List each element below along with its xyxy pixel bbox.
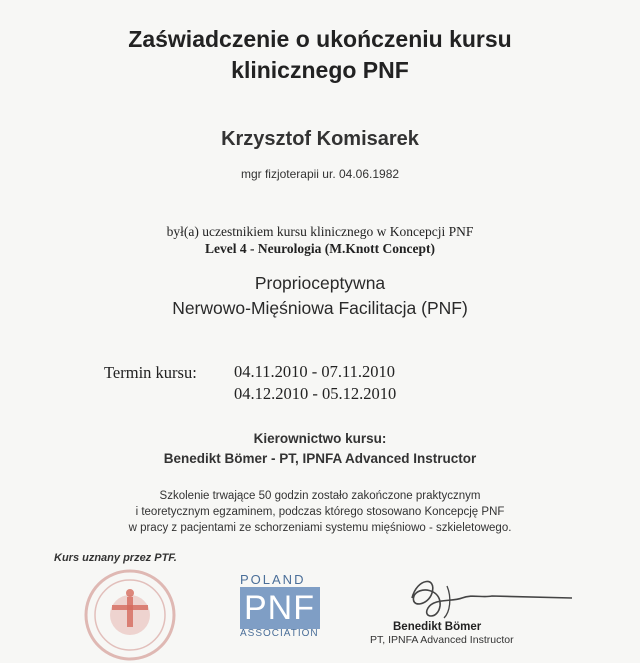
handwritten-signature-icon [392, 568, 582, 628]
ptf-stamp-icon [82, 567, 178, 663]
course-leader: Benedikt Bömer - PT, IPNFA Advanced Instructor [163, 451, 477, 466]
participation-text: był(a) uczestnikiem kursu klinicznego w Koncepcji PNF [166, 224, 474, 239]
logo-top-text: POLAND [240, 572, 306, 587]
body-line-2: i teoretycznym egzaminem, podczas którego stosowano Koncepcję PNF [135, 506, 505, 518]
logo-bottom-text: ASSOCIATION [240, 628, 319, 639]
certificate-title-line2: klinicznego PNF [231, 57, 409, 83]
pnf-line2: Nerwowo-Mięśniowa Facilitacja (PNF) [172, 298, 468, 318]
signature-role: PT, IPNFA Advanced Instructor [370, 634, 514, 646]
ptf-recognition-note: Kurs uznany przez PTF. [54, 552, 177, 564]
leadership-title: Kierownictwo kursu: [253, 431, 387, 446]
term-date-2: 04.12.2010 - 05.12.2010 [234, 384, 397, 403]
term-label: Termin kursu: [104, 363, 197, 382]
term-date-1: 04.11.2010 - 07.11.2010 [234, 362, 396, 381]
pnf-line1: Proprioceptywna [254, 273, 386, 293]
body-line-1: Szkolenie trwające 50 godzin zostało zakończone praktycznym [159, 490, 481, 502]
certificate-title-line1: Zaświadczenie o ukończeniu kursu [128, 26, 512, 52]
recipient-subtitle: mgr fizjoterapii ur. 04.06.1982 [240, 167, 400, 181]
recipient-name: Krzysztof Komisarek [221, 128, 419, 150]
body-line-3: w pracy z pacjentami ze schorzeniami systemu mięśniowo - szkieletowego. [128, 522, 512, 534]
logo-main-text: PNF [244, 589, 315, 627]
course-level: Level 4 - Neurologia (M.Knott Concept) [205, 241, 435, 256]
signature-name: Benedikt Bömer [393, 621, 482, 633]
poland-pnf-association-logo [240, 572, 322, 640]
